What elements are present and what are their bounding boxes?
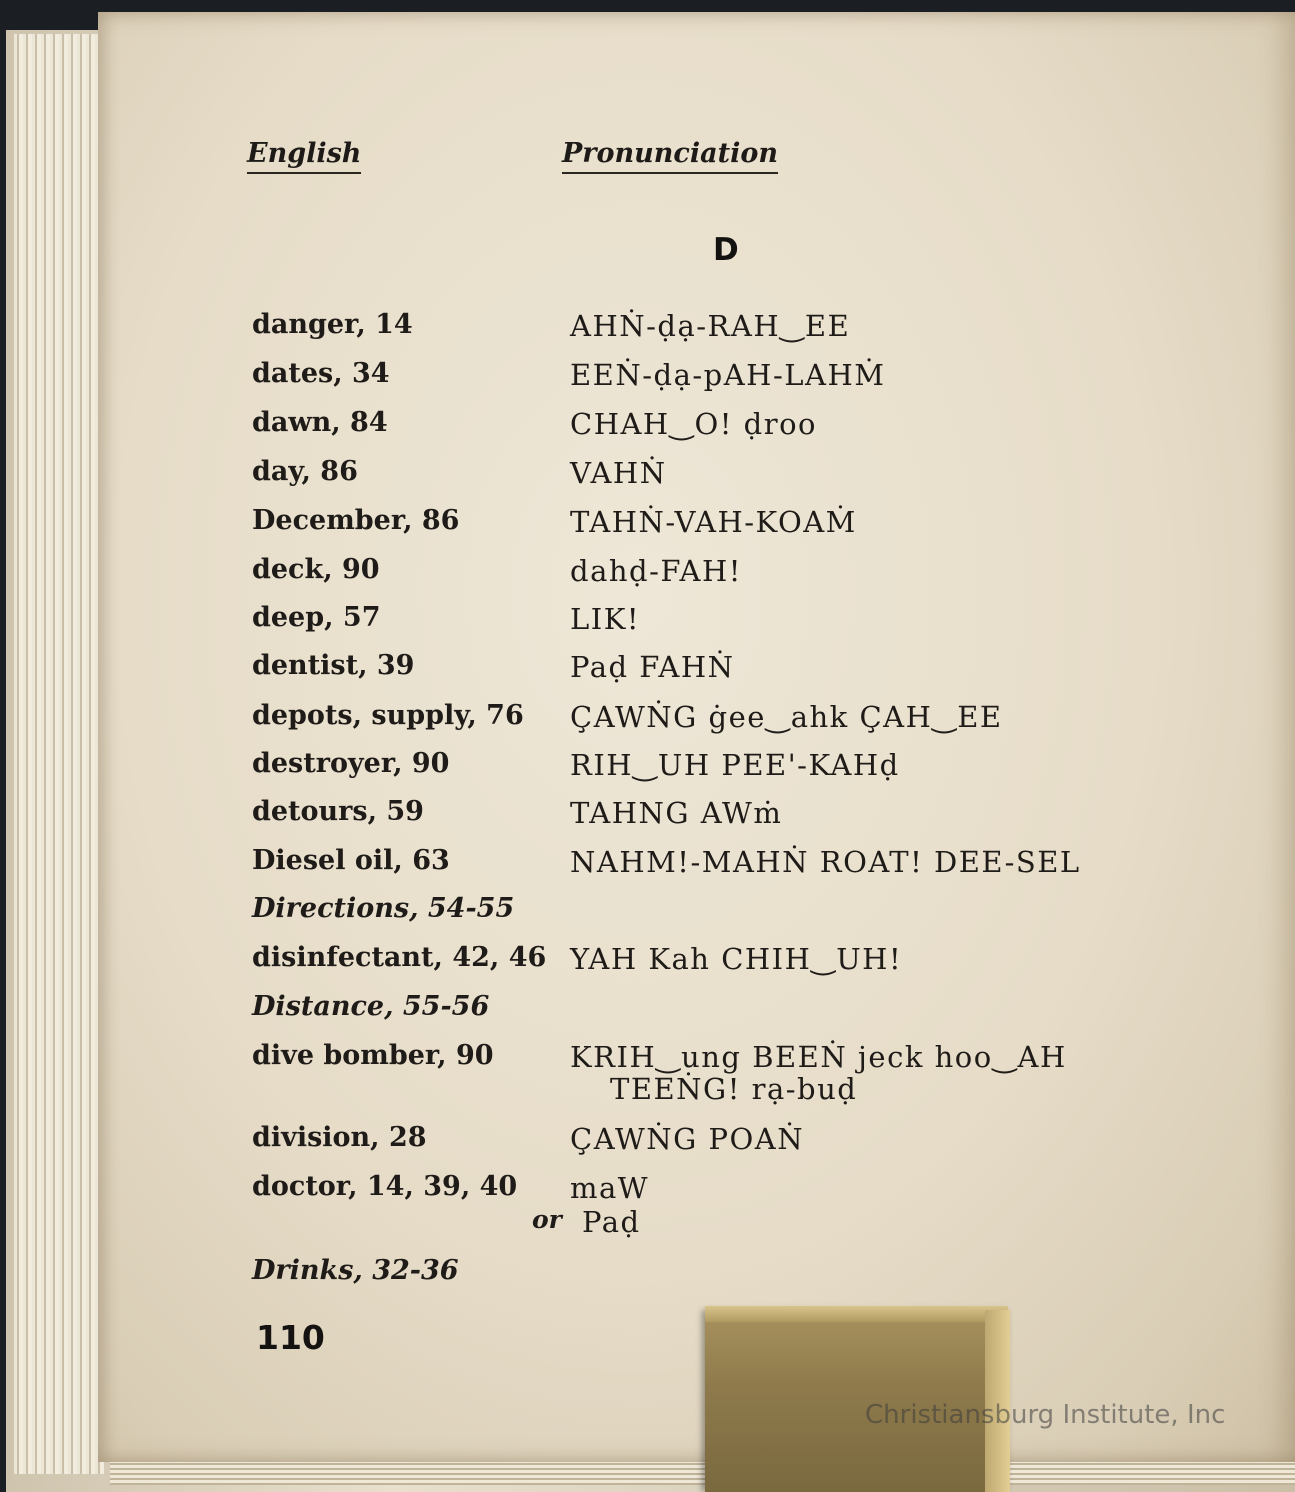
english-term: division, 28 (252, 1122, 427, 1153)
english-term: dates, 34 (252, 358, 390, 389)
english-term: December, 86 (252, 505, 460, 536)
english-term: depots, supply, 76 (252, 700, 524, 731)
english-term: disinfectant, 42, 46 (252, 942, 547, 973)
pronunciation: YAH Kah CHIH‿UH! (570, 942, 903, 976)
pronunciation: ÇAWṄG POAṄ (570, 1122, 805, 1156)
pronunciation: CHAH‿O! ḍroo (570, 407, 818, 441)
pronunciation: AHṄ-ḍạ-RAH‿EE (570, 309, 851, 343)
english-term: dive bomber, 90 (252, 1040, 494, 1071)
book-stand-top (705, 1306, 1008, 1322)
english-term: deck, 90 (252, 554, 380, 585)
english-term: Diesel oil, 63 (252, 845, 450, 876)
pronunciation-continued: TEEṄG! rạ-buḍ (610, 1072, 858, 1106)
english-term: Drinks, 32-36 (252, 1255, 459, 1286)
pronunciation: dahḍ-FAH! (570, 554, 742, 588)
pronunciation: Paḍ FAHṄ (570, 650, 735, 684)
english-term: danger, 14 (252, 309, 413, 340)
english-term: dentist, 39 (252, 650, 415, 681)
english-term: dawn, 84 (252, 407, 388, 438)
pronunciation: NAHM!-MAHṄ ROAT! DEE-SEL (570, 845, 1081, 879)
section-letter: D (713, 232, 739, 268)
english-term: Distance, 55-56 (252, 991, 490, 1022)
pronunciation: VAHṄ (570, 456, 667, 490)
pronunciation: TAHṄ-VAH-KOAṀ (570, 505, 857, 539)
pronunciation: KRIH‿ung BEEṄ jeck hoo‿AH (570, 1040, 1067, 1074)
pronunciation: maW (570, 1171, 650, 1205)
pronunciation: LIK! (570, 602, 641, 636)
english-term: detours, 59 (252, 796, 424, 827)
or-label: or (532, 1205, 562, 1234)
english-term: Directions, 54-55 (252, 893, 515, 924)
english-term: destroyer, 90 (252, 748, 450, 779)
column-header-pronunciation: Pronunciation (562, 138, 778, 174)
english-term: day, 86 (252, 456, 358, 487)
english-term: doctor, 14, 39, 40 (252, 1171, 518, 1202)
pronunciation: EEṄ-ḍạ-pAH-LAHṀ (570, 358, 886, 392)
pronunciation: TAHNG AWṁ (570, 796, 783, 830)
pronunciation-alternate: Paḍ (582, 1205, 641, 1239)
watermark: Christiansburg Institute, Inc (865, 1400, 1226, 1430)
pronunciation: RIH‿UH PEE'-KAHḍ (570, 748, 900, 782)
page-number: 110 (256, 1318, 325, 1357)
english-term: deep, 57 (252, 602, 381, 633)
pronunciation: ÇAWṄG ġee‿ahk ÇAH‿EE (570, 700, 1003, 734)
column-header-english: English (247, 138, 361, 174)
